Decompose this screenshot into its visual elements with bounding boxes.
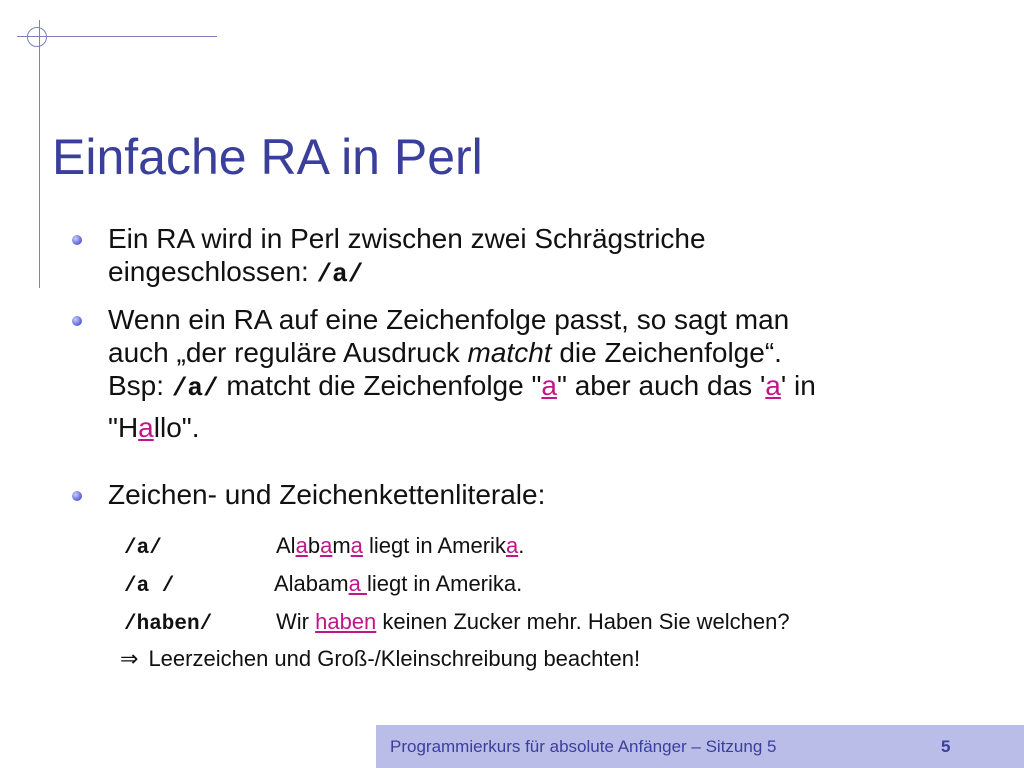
slide-title: Einfache RA in Perl bbox=[52, 129, 483, 185]
note-text: Leerzeichen und Groß-/Kleinschreibung beachten! bbox=[148, 646, 641, 671]
bullet1-line1: Ein RA wird in Perl zwischen zwei Schrägstriche bbox=[108, 223, 706, 254]
bullet3-text: Zeichen- und Zeichenkettenliterale: bbox=[108, 479, 546, 510]
decoration-circle-icon bbox=[27, 27, 47, 47]
example-text-part: liegt in Amerik bbox=[362, 533, 506, 558]
example-text-part: Alabam bbox=[274, 571, 349, 596]
bullet1-code: /a/ bbox=[316, 259, 364, 289]
example-pattern: /a / bbox=[124, 575, 175, 598]
bullet2-highlight-3: a bbox=[138, 412, 154, 443]
bullet2-line2a: auch „der reguläre Ausdruck bbox=[108, 337, 468, 368]
bullet2-code: /a/ bbox=[171, 373, 219, 403]
bullet2-emphasis: matcht bbox=[467, 337, 552, 368]
bullet2-line3c: " aber auch das ' bbox=[556, 370, 766, 401]
example-text-part: b bbox=[307, 533, 321, 558]
bullet2-line1: Wenn ein RA auf eine Zeichenfolge passt, so sagt man bbox=[108, 304, 790, 335]
bullet2-line4b: llo". bbox=[153, 412, 200, 443]
example-text-part: Al bbox=[276, 533, 296, 558]
note-line bbox=[120, 646, 640, 672]
bullet2-line3d: ' in bbox=[780, 370, 816, 401]
bullet2-highlight-2: a bbox=[765, 370, 781, 401]
example-match: haben bbox=[315, 609, 377, 634]
footer-bar bbox=[376, 725, 1024, 768]
example-row bbox=[124, 609, 790, 647]
example-text-part: liegt in Amerika. bbox=[366, 571, 523, 596]
example-pattern: /haben/ bbox=[124, 613, 213, 636]
page-number: 5 bbox=[941, 737, 951, 756]
example-row bbox=[124, 533, 790, 571]
example-text bbox=[276, 609, 790, 635]
bullet-dot-icon bbox=[72, 316, 82, 326]
bullet2-line4a: "H bbox=[108, 412, 139, 443]
implies-arrow-icon: ⇒ bbox=[120, 647, 139, 672]
bullet2-line3b: matcht die Zeichenfolge " bbox=[218, 370, 542, 401]
example-row bbox=[124, 571, 790, 609]
bullet-item-2 bbox=[72, 303, 1002, 444]
example-text-part: keinen Zucker mehr. Haben Sie welchen? bbox=[376, 609, 790, 634]
bullet-item-1 bbox=[72, 222, 1002, 291]
example-pattern: /a/ bbox=[124, 537, 162, 560]
bullet-list bbox=[72, 222, 1002, 523]
bullet2-highlight-1: a bbox=[541, 370, 557, 401]
decoration-horizontal-line bbox=[17, 36, 217, 37]
bullet-dot-icon bbox=[72, 235, 82, 245]
bullet2-line2b: die Zeichenfolge“. bbox=[551, 337, 782, 368]
example-match: a bbox=[350, 533, 363, 558]
example-match: a bbox=[348, 571, 367, 596]
bullet-dot-icon bbox=[72, 491, 82, 501]
example-table bbox=[124, 533, 790, 647]
example-match: a bbox=[295, 533, 308, 558]
footer-text: Programmierkurs für absolute Anfänger – Sitzung 5 bbox=[390, 737, 777, 756]
decoration-vertical-line bbox=[39, 20, 40, 288]
example-text-part: Wir bbox=[276, 609, 316, 634]
bullet-item-3 bbox=[72, 478, 1002, 511]
example-match: a bbox=[505, 533, 519, 558]
example-text-part: . bbox=[518, 533, 525, 558]
example-match: a bbox=[320, 533, 333, 558]
example-text bbox=[276, 533, 524, 559]
bullet1-line2-text: eingeschlossen: bbox=[108, 256, 317, 287]
example-text bbox=[274, 571, 522, 597]
bullet2-line3a: Bsp: bbox=[108, 370, 172, 401]
bullet2-line4 bbox=[108, 411, 199, 444]
example-text-part: m bbox=[332, 533, 351, 558]
